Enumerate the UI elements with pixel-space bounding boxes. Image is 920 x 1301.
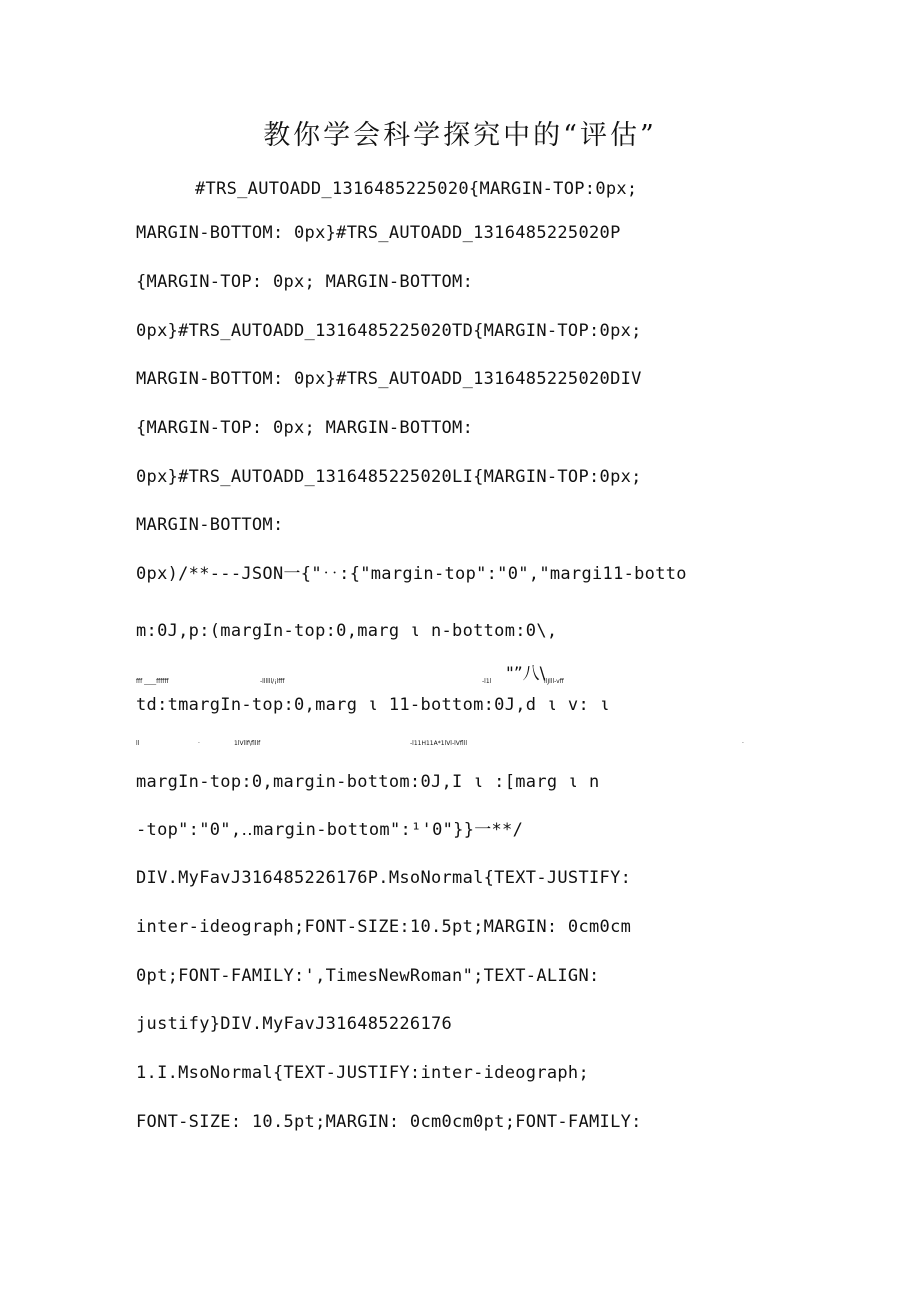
text-line-6: {MARGIN-TOP: 0px; MARGIN-BOTTOM: (136, 418, 474, 438)
text-line-13: -top":"0",‥margin-bottom":¹'0"}}一**/ (136, 820, 524, 840)
text-line-11: td:tmargIn-top:0,marg ι 11-bottom:0J,d ι v: ι (136, 695, 611, 715)
noise-text: "”八\ (506, 664, 546, 684)
text-line-7: 0px}#TRS_AUTOADD_1316485225020LI{MARGIN-TOP:0px; (136, 467, 642, 487)
text-line-4: 0px}#TRS_AUTOADD_1316485225020TD{MARGIN-TOP:0px; (136, 321, 642, 341)
text-line-16: 0pt;FONT-FAMILY:'‚TimesNewRoman";TEXT-ALIGN: (136, 966, 600, 986)
noise-text: ll (136, 740, 140, 747)
text-line-3: {MARGIN-TOP: 0px; MARGIN-BOTTOM: (136, 272, 474, 292)
noise-text: 1lVllf\flllf (234, 740, 261, 747)
noise-text: fff ____ffffff (136, 678, 169, 685)
noise-text: -llllll/¡lfff (260, 678, 285, 685)
noise-text: llJlll-vff (544, 678, 564, 685)
noise-text: · (742, 740, 744, 747)
text-line-15: inter-ideograph;FONT-SIZE:10.5pt;MARGIN: 0cm0cm (136, 917, 632, 937)
text-line-8: MARGIN-BOTTOM: (136, 515, 284, 535)
text-line-5: MARGIN-BOTTOM: 0px}#TRS_AUTOADD_1316485225020DIV (136, 369, 642, 389)
text-line-12: margIn-top:0,margin-bottom:0J,I ι :[marg ι n (136, 772, 600, 792)
text-line-2: MARGIN-BOTTOM: 0px}#TRS_AUTOADD_1316485225020P (136, 223, 621, 243)
text-line-19: FONT-SIZE: 10.5pt;MARGIN: 0cm0cm0pt;FONT-FAMILY: (136, 1112, 642, 1132)
text-line-1: #TRS_AUTOADD_1316485225020{MARGIN-TOP:0px; (195, 179, 638, 199)
text-line-18: 1.I.MsoNormal{TEXT-JUSTIFY:inter-ideograph; (136, 1063, 589, 1083)
text-line-14: DIV.MyFavJ316485226176P.MsoNormal{TEXT-JUSTIFY: (136, 868, 632, 888)
noise-text: · (198, 740, 200, 747)
noise-text: -l1l (482, 678, 492, 685)
noise-text: -l11H11A*1lVl-lVflll (410, 740, 468, 747)
text-line-17: justify}DIV.MyFavJ316485226176 (136, 1014, 453, 1034)
document-title: 教你学会科学探究中的“评估” (263, 120, 657, 151)
text-line-9: 0px)/**---JSON一{"‥:{"margin-top":"0","margi11-botto (136, 564, 687, 584)
text-line-10: m:0J,p:(margIn-top:0,marg ι n-bottom:0\, (136, 621, 558, 641)
